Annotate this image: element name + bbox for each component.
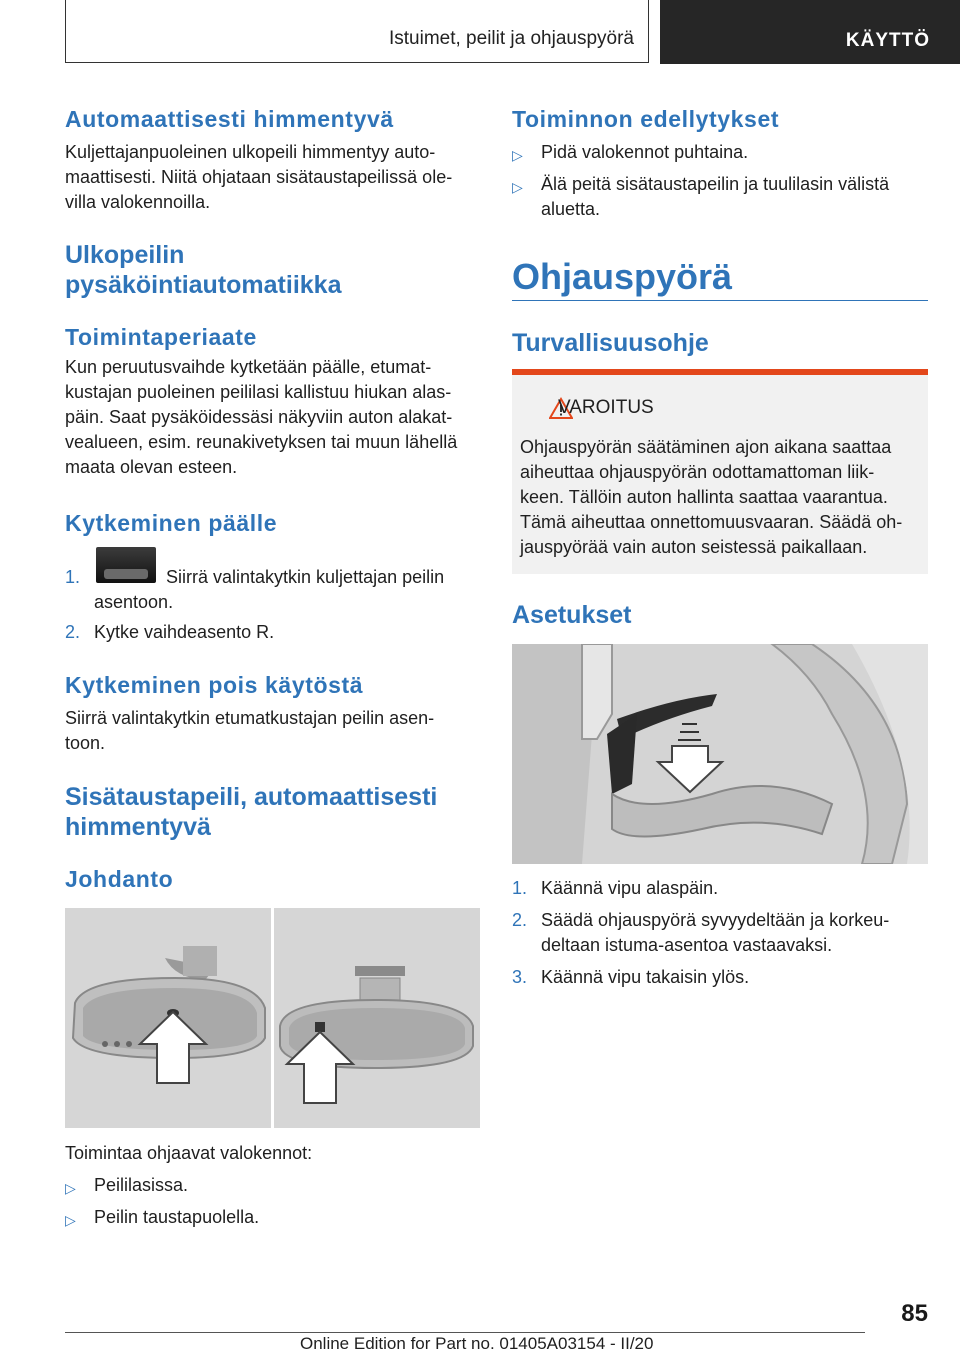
on-step-2 [65, 620, 485, 645]
text-line: Kun peruutusvaihde kytketään päälle, etumat- [65, 357, 432, 377]
mirror-switch-icon [96, 547, 156, 583]
heading-line: pysäköintiautomatiikka [65, 271, 342, 299]
auto-dim-heading: Automaattisesti himmentyvä [65, 106, 394, 132]
text-line: vealueen, esim. reunakivetyksen tai muun lähellä [65, 432, 458, 452]
step-number: 2. [512, 910, 528, 930]
text-line: jauspyörää vain auton seistessä paikallaan. [520, 537, 868, 557]
header-chapter [660, 0, 960, 64]
heading-line: Ulkopeilin [65, 241, 185, 269]
principle-text [65, 355, 485, 480]
text-line: maata olevan esteen. [65, 457, 238, 477]
warning-text [520, 435, 925, 560]
requirements-heading: Toiminnon edellytykset [512, 106, 780, 132]
settings-step-2 [512, 908, 932, 958]
off-heading: Kytkeminen pois käytöstä [65, 672, 364, 698]
step-text-continued: asentoon. [94, 592, 174, 612]
text-line: maattisesti. Niitä ohjataan sisätaustapeilissä ole- [65, 167, 453, 187]
step-text: Käännä vipu takaisin ylös. [541, 967, 750, 987]
on-step-1 [65, 563, 485, 615]
heading-line: himmentyvä [65, 813, 211, 841]
text-line: Ohjauspyörän säätäminen ajon aikana saattaa [520, 437, 892, 457]
step-text: Kytke vaihdeasento R. [94, 622, 275, 642]
footer-edition: Online Edition for Part no. 01405A03154 - II/20 [300, 1334, 654, 1353]
step-number: 3. [512, 967, 528, 987]
list-item [65, 1205, 485, 1230]
warning-title-text: VAROITUS [558, 397, 654, 418]
interior-mirror-heading [65, 782, 437, 842]
list-item-text: aluetta. [541, 199, 601, 219]
settings-step-1 [512, 876, 932, 901]
triangle-right-icon: ▷ [65, 1180, 76, 1196]
text-line: aiheuttaa ohjauspyörän odottamattoman liik- [520, 462, 875, 482]
intro-heading: Johdanto [65, 866, 174, 892]
header-section-title: Istuimet, peilit ja ohjauspyörä [388, 28, 634, 49]
text-line: toon. [65, 733, 106, 753]
steering-lever-illustration [512, 644, 928, 864]
text-line: keen. Tällöin auton hallinta saattaa vaarantua. [520, 487, 888, 507]
step-number: 1. [512, 878, 528, 898]
steering-wheel-heading: Ohjauspyörä [512, 256, 733, 297]
on-heading: Kytkeminen päälle [65, 510, 278, 536]
text-line: Kuljettajanpuoleinen ulkopeili himmentyy auto- [65, 142, 436, 162]
step-text: Siirrä valintakytkin kuljettajan peilin [166, 567, 445, 587]
list-item-text: Älä peitä sisätaustapeilin ja tuulilasin välistä [541, 174, 890, 194]
header-chapter-title: KÄYTTÖ [845, 30, 930, 51]
text-line: Siirrä valintakytkin etumatkustajan peilin asen- [65, 708, 435, 728]
text-line: villa valokennoilla. [65, 192, 211, 212]
heading-line: Sisätaustapeili, automaattisesti [65, 783, 438, 811]
list-item-text: Pidä valokennot puhtaina. [541, 142, 749, 162]
step-number: 1. [65, 567, 81, 587]
step-text-continued: deltaan istuma-asentoa vastaavaksi. [541, 935, 833, 955]
interior-mirror-illustration [65, 908, 480, 1128]
off-text [65, 706, 485, 756]
step-number: 2. [65, 622, 81, 642]
list-item [65, 1173, 485, 1198]
list-item [512, 172, 932, 222]
list-item [512, 140, 932, 165]
sensors-label: Toimintaa ohjaavat valokennot: [65, 1143, 313, 1163]
warning-box [512, 369, 928, 574]
step-text: Säädä ohjauspyörä syvyydeltään ja korkeu- [541, 910, 890, 930]
auto-dim-text [65, 140, 485, 215]
page-number: 85 [901, 1300, 928, 1327]
principle-heading: Toimintaperiaate [65, 324, 257, 350]
step-text: Käännä vipu alaspäin. [541, 878, 719, 898]
triangle-right-icon: ▷ [512, 179, 523, 195]
list-item-text: Peilin taustapuolella. [94, 1207, 260, 1227]
triangle-right-icon: ▷ [65, 1212, 76, 1228]
text-line: päin. Saat pysäköidessäsi näkyviin auton alakat- [65, 407, 453, 427]
text-line: kustajan puoleinen peililasi kallistuu hiukan alas- [65, 382, 452, 402]
settings-heading: Asetukset [512, 601, 632, 629]
settings-step-3 [512, 965, 932, 990]
safety-heading: Turvallisuusohje [512, 329, 709, 357]
heading-divider [512, 300, 928, 301]
header-section [65, 0, 649, 63]
parking-heading [65, 240, 341, 300]
footer-divider [65, 1332, 865, 1333]
text-line: Tämä aiheuttaa onnettomuusvaaran. Säädä oh- [520, 512, 903, 532]
triangle-right-icon: ▷ [512, 147, 523, 163]
list-item-text: Peililasissa. [94, 1175, 189, 1195]
